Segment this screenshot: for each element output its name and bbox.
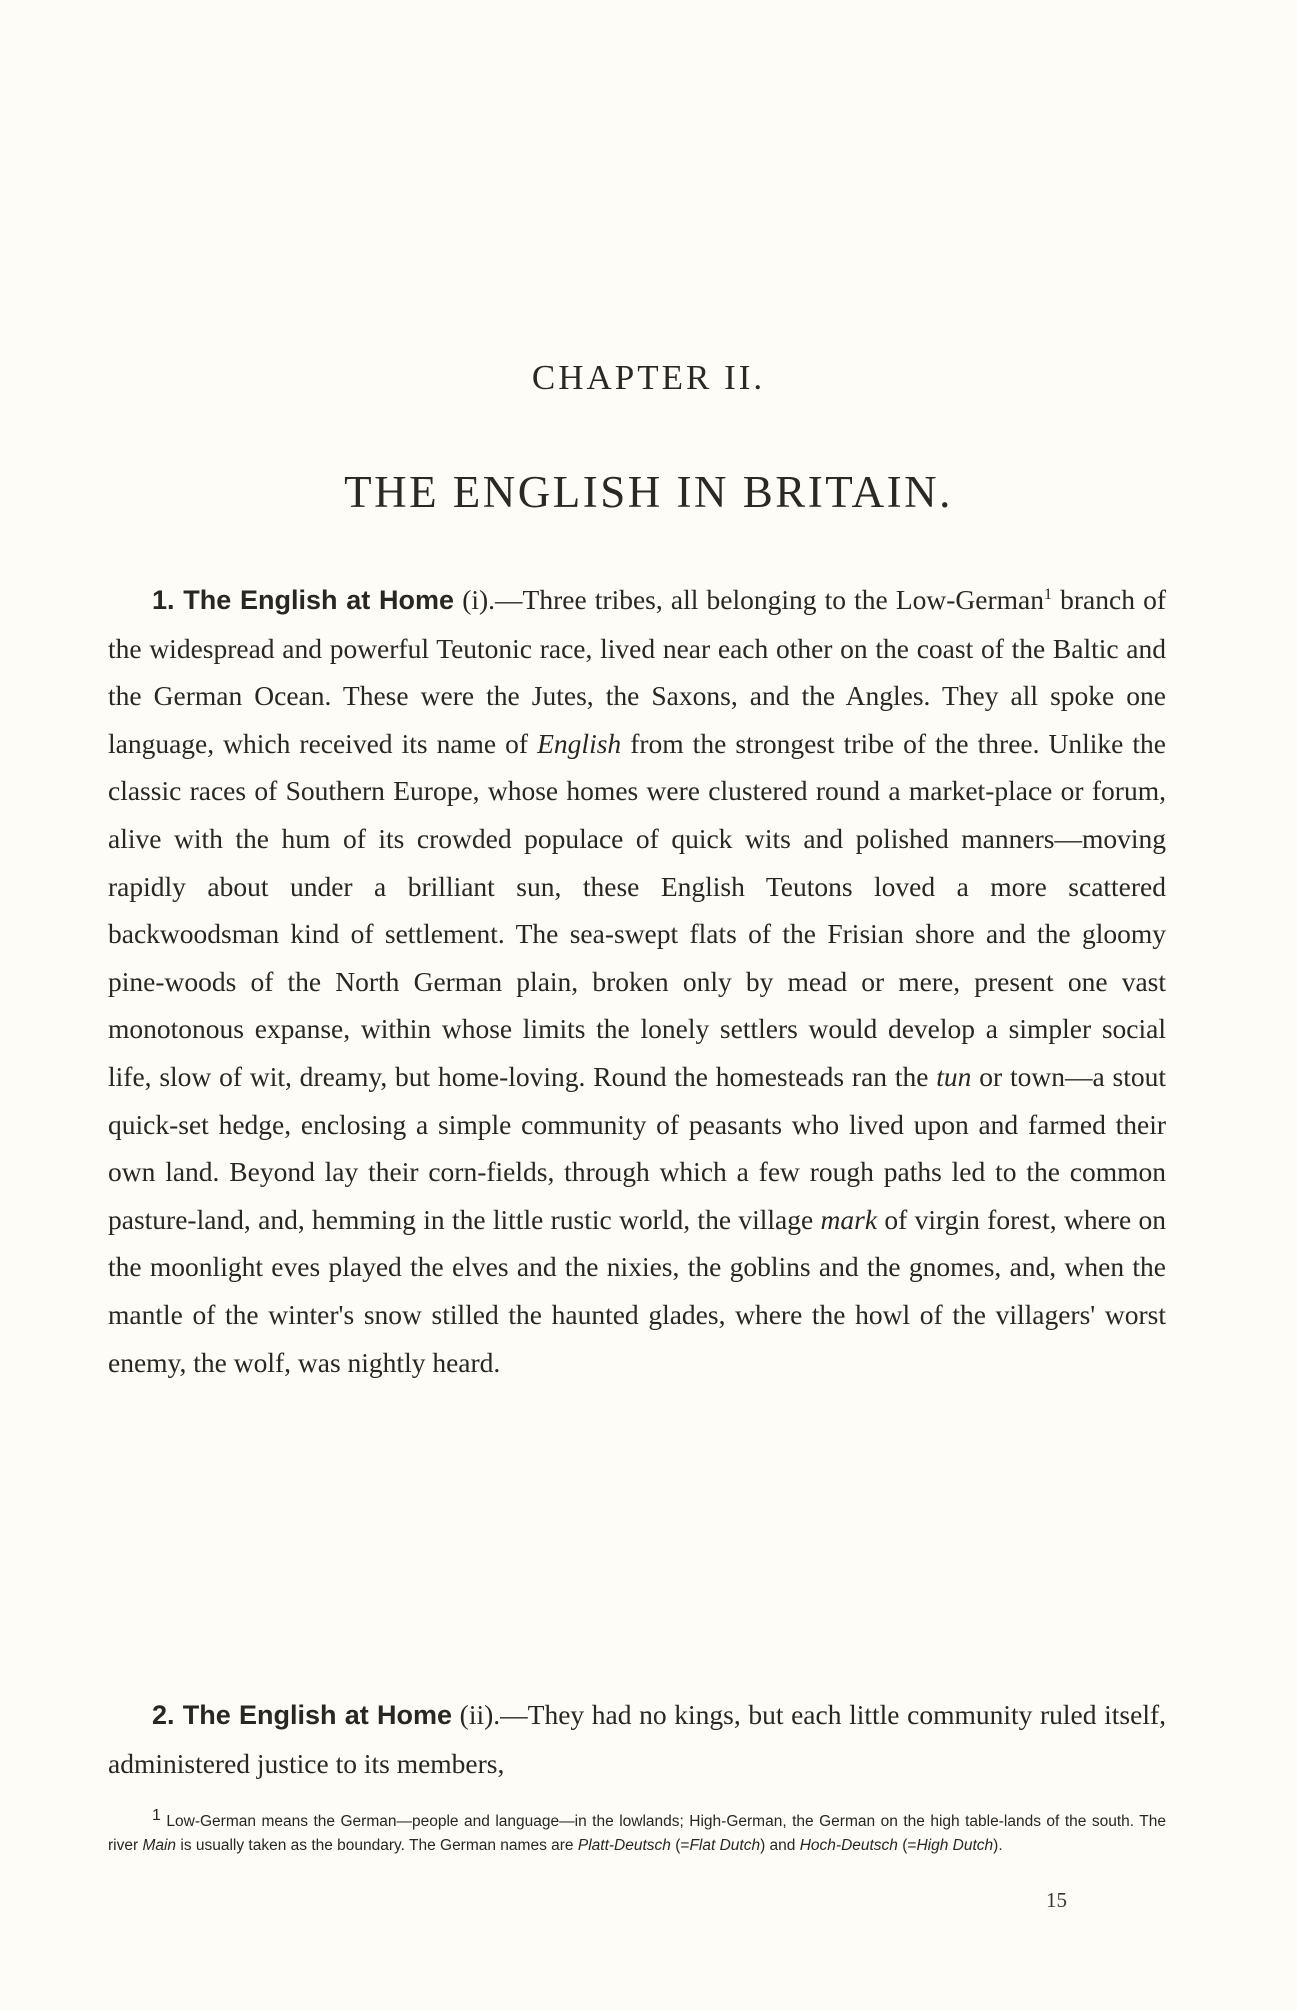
text-run: branch of the widespread and powerful Teutonic race, lived near each other on the coast of the Baltic and the German Ocean. These were the Jutes, the Saxons, and the Angles. They all spoke one language, which received its name of: [108, 584, 1166, 759]
chapter-label: CHAPTER II.: [531, 358, 766, 397]
section-heading: 1. The English at Home: [152, 585, 455, 615]
paragraph-section-1: [108, 576, 1166, 1386]
text-run: ) and: [760, 1837, 800, 1854]
text-run: They had no kings, but each little community ruled itself, administered justice to its members,: [108, 1699, 1166, 1779]
text-run: ).: [993, 1837, 1003, 1854]
footnote-marker: 1: [1044, 585, 1053, 603]
text-run: is usually taken as the boundary. The German names are: [176, 1837, 578, 1854]
text-run: of virgin forest, where on the moonlight eves played the elves and the nixies, the goblins and the gnomes, and, when the mantle of the winter's snow stilled the haunted glades, where the howl of the villagers' worst enemy, the wolf, was nightly heard.: [108, 1203, 1166, 1378]
paragraph-section-2: [108, 1691, 1166, 1787]
text-run: from the strongest tribe of the three. Unlike the classic races of Southern Europe, whose homes were clustered round a market-place or forum, alive with the hum of its crowded populace of quick wits and polished manners—moving rapidly about under a brilliant sun, these English Teutons loved a more scattered backwoodsman kind of settlement. The sea-swept flats of the Frisian shore and the gloomy pine-woods of the North German plain, broken only by mead or mere, present one vast monotonous expanse, within whose limits the lonely settlers would develop a simpler social life, slow of wit, dreamy, but home-loving. Round the homesteads ran the: [108, 727, 1167, 1092]
text-run: Three tribes, all belonging to the Low-German: [522, 584, 1045, 615]
text-run: Low-German means the German—people and language—in the lowlands; High-German, the German on the high table-lands of the south. The river: [108, 1813, 1166, 1854]
italic-term: High Dutch: [916, 1837, 994, 1854]
section-heading: 2. The English at Home: [152, 1700, 453, 1730]
paragraph-body: [108, 584, 1166, 1378]
italic-term: Platt-Deutsch: [577, 1837, 671, 1854]
page-number: 15: [1046, 1888, 1067, 1912]
footnote: [108, 1806, 1166, 1858]
italic-term: mark: [820, 1203, 878, 1235]
text-run: or town—a stout quick-set hedge, enclosing a simple community of peasants who lived upon and farmed their own land. Beyond lay their corn-fields, through which a few rough paths led to the common pasture-land, and, hemming in the little rustic world, the village: [108, 1060, 1166, 1235]
section-heading-suffix: (ii).—: [452, 1699, 528, 1730]
italic-term: English: [537, 727, 622, 759]
chapter-title: THE ENGLISH IN BRITAIN.: [344, 467, 953, 517]
italic-term: tun: [936, 1060, 972, 1092]
section-heading-suffix: (i).—: [454, 584, 523, 615]
footnote-marker: 1: [152, 1806, 161, 1824]
italic-term: Main: [142, 1837, 177, 1854]
text-run: (=: [897, 1837, 917, 1854]
text-run: (=: [670, 1837, 690, 1854]
italic-term: Flat Dutch: [689, 1837, 761, 1854]
italic-term: Hoch-Deutsch: [799, 1837, 898, 1854]
